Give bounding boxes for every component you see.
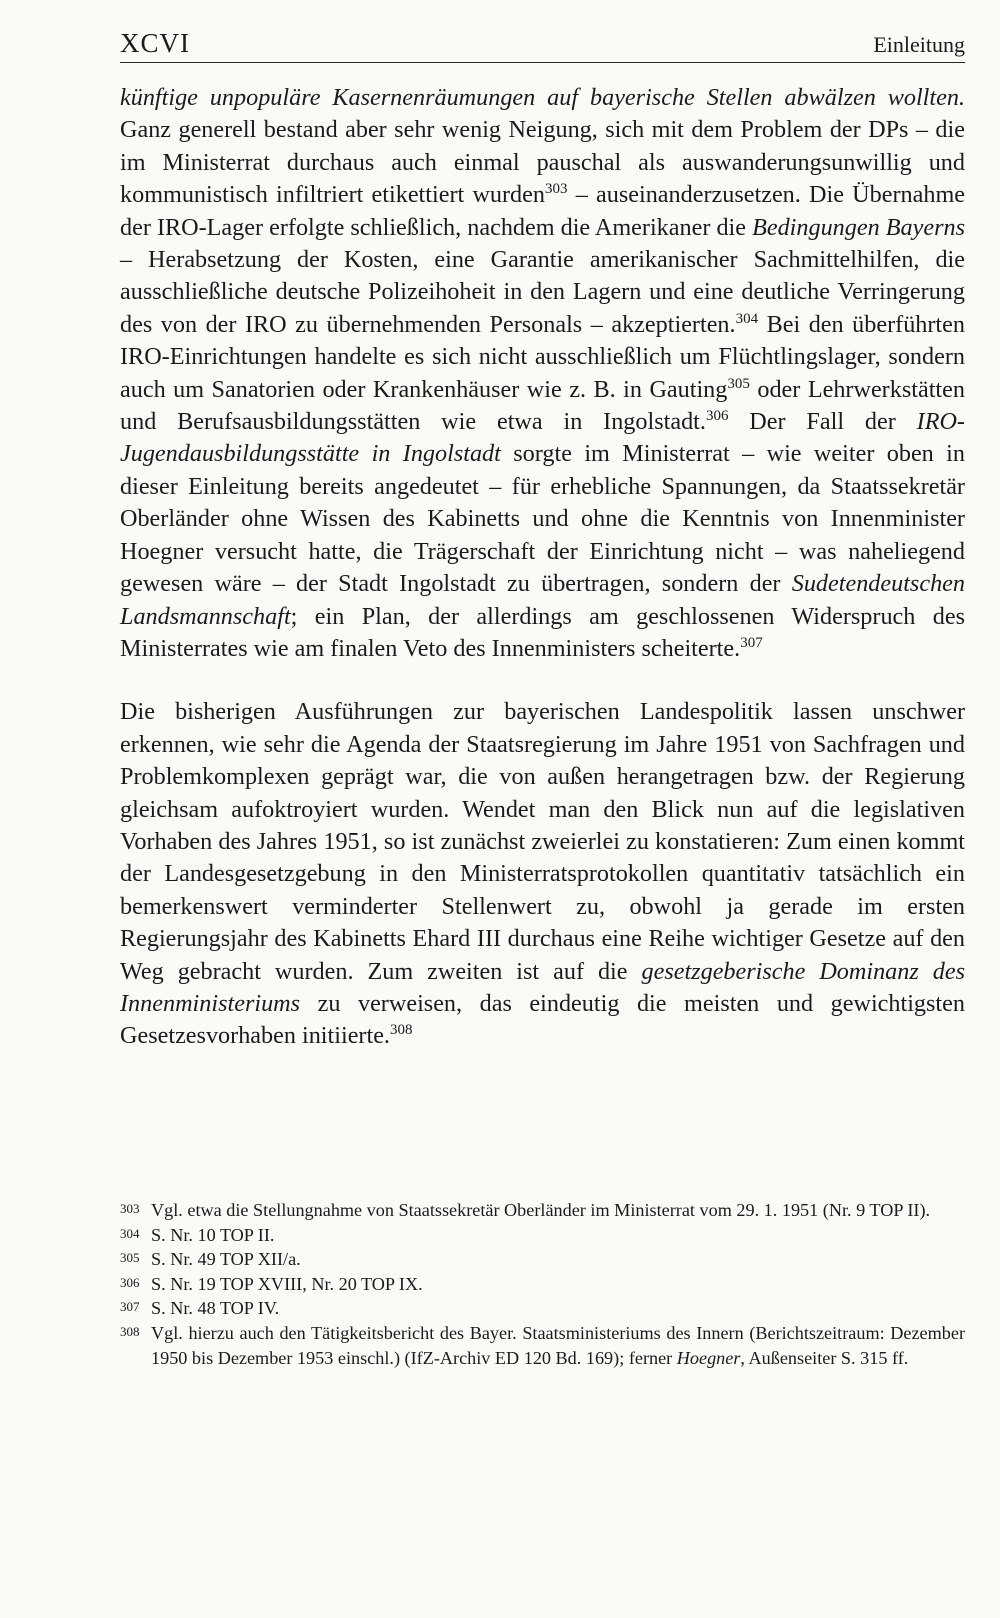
text-run: sorgte im Ministerrat – wie weiter oben in dieser Einleitung bereits angedeutet – für erhebliche Spannungen, da Staatssekretär Oberländer ohne Wissen des Kabinetts und ohne die Kenntnis von Innenminister Hoegner versucht hatte, die Trägerschaft der Einrichtung nicht – was naheliegend gewesen wäre – der Stadt Ingolstadt zu übertragen, sondern der bbox=[120, 440, 965, 598]
footnote-ref-303[interactable]: 303 bbox=[544, 181, 568, 198]
emphasis: Bedingungen Bayerns bbox=[752, 213, 966, 241]
text-run: Bei den überführten IRO-Einrichtungen handelte es sich nicht ausschließlich um Flüchtlingslager, sondern auch um Sanatorien oder Krankenhäuser wie z. B. in Gauting bbox=[120, 310, 965, 403]
page-number: XCVI bbox=[120, 28, 190, 58]
text-run: – auseinanderzusetzen. Die Übernahme der IRO-Lager erfolgte schließlich, nachdem die Amerikaner die bbox=[120, 181, 965, 241]
footnote-308 bbox=[120, 1321, 965, 1370]
text-run: oder Lehrwerkstätten und Berufsausbildungsstätten wie etwa in Ingolstadt. bbox=[120, 375, 965, 436]
footnote-text: Vgl. hierzu auch den Tätigkeitsbericht des Bayer. Staatsministeriums des Innern (Berichtszeitraum: Dezember 1950 bis Dezember 1953 einschl.) (IfZ-Archiv ED 120 Bd. 169); ferner bbox=[151, 1322, 965, 1368]
running-header bbox=[120, 22, 965, 63]
footnote-text: S. Nr. 19 TOP XVIII, Nr. 20 TOP IX. bbox=[151, 1273, 423, 1294]
footnote-text: Vgl. etwa die Stellungnahme von Staatssekretär Oberländer im Ministerrat vom 29. 1. 1951 (Nr. 9 TOP II). bbox=[151, 1200, 931, 1220]
footnote-text: S. Nr. 49 TOP XII/a. bbox=[151, 1249, 301, 1270]
paragraph-1 bbox=[120, 82, 965, 665]
footnote-number: 307 bbox=[120, 1299, 140, 1315]
footnote-text: , Außenseiter S. 315 ff. bbox=[740, 1347, 909, 1368]
paragraph-2 bbox=[120, 696, 965, 1052]
emphasis: Sudetendeutschen Landsmannschaft bbox=[120, 570, 965, 630]
emphasis: IRO-Jugendausbildungsstätte in Ingolstadt bbox=[120, 408, 965, 468]
footnote-ref-308[interactable]: 308 bbox=[389, 1022, 413, 1039]
footnote-ref-304[interactable]: 304 bbox=[735, 310, 759, 327]
footnote-text: S. Nr. 10 TOP II. bbox=[151, 1224, 275, 1245]
emphasis: künftige unpopuläre Kasernenräumungen auf bayerische Stellen abwälzen wollten. bbox=[120, 84, 965, 111]
footnote-number: 305 bbox=[120, 1250, 140, 1266]
text-run: zu verweisen, das eindeutig die meisten und gewichtigsten Gesetzesvorhaben initiierte. bbox=[120, 989, 965, 1050]
text-run: Ganz generell bestand aber sehr wenig Neigung, sich mit dem Problem der DPs – die im Ministerrat durchaus auch einmal pauschal als auswanderungsunwillig und kommunistisch infiltriert etikettiert wurden bbox=[120, 116, 965, 209]
body-text bbox=[120, 82, 965, 1053]
footnote-ref-307[interactable]: 307 bbox=[740, 634, 763, 651]
text-run: Die bisherigen Ausführungen zur bayerischen Landespolitik lassen unschwer erkennen, wie sehr die Agenda der Staatsregierung im Jahre 1951 von Sachfragen und Problemkomplexen geprägt war, die von außen herangetragen bzw. der Regierung gleichsam aufoktroyiert wurden. Wendet man den Blick nun auf die legislativen Vorhaben des Jahres 1951, so ist zunächst zweierlei zu konstatieren: Zum einen kommt der Landesgesetzgebung in den Ministerratsprotokollen quantitativ tatsächlich ein bemerkenswert verminderter Stellenwert zu, obwohl ja gerade im ersten Regierungsjahr des Kabinetts Ehard III durchaus eine Reihe wichtiger Gesetze auf den Weg gebracht wurden. Zum zweiten ist auf die bbox=[120, 698, 965, 985]
text-run: Der Fall der bbox=[728, 408, 917, 436]
footnote-304 bbox=[120, 1223, 965, 1248]
text-run: – Herabsetzung der Kosten, eine Garantie amerikanischer Sachmittelhilfen, die ausschließliche deutsche Polizeihoheit in den Lagern und eine deutliche Verringerung des von der IRO zu übernehmenden Personals – akzeptierten. bbox=[120, 246, 965, 338]
emphasis: Hoegner bbox=[676, 1347, 741, 1368]
footnote-307 bbox=[120, 1296, 965, 1321]
footnote-306 bbox=[120, 1272, 965, 1297]
footnotes bbox=[120, 1198, 965, 1370]
footnote-ref-306[interactable]: 306 bbox=[705, 408, 729, 425]
footnote-ref-305[interactable]: 305 bbox=[727, 375, 750, 392]
footnote-number: 308 bbox=[120, 1323, 140, 1339]
text-run: ; ein Plan, der allerdings am geschlossenen Widerspruch des Ministerrates wie am finalen Veto des Innenministers scheiterte. bbox=[120, 602, 965, 662]
section-title: Einleitung bbox=[873, 32, 965, 57]
footnote-number: 303 bbox=[120, 1201, 140, 1216]
footnote-303 bbox=[120, 1198, 965, 1223]
footnote-number: 306 bbox=[120, 1274, 140, 1290]
emphasis: gesetzgeberische Dominanz des Innenministeriums bbox=[120, 957, 965, 1017]
footnote-text: S. Nr. 48 TOP IV. bbox=[151, 1298, 280, 1319]
footnote-number: 304 bbox=[120, 1225, 140, 1241]
footnote-305 bbox=[120, 1247, 965, 1272]
